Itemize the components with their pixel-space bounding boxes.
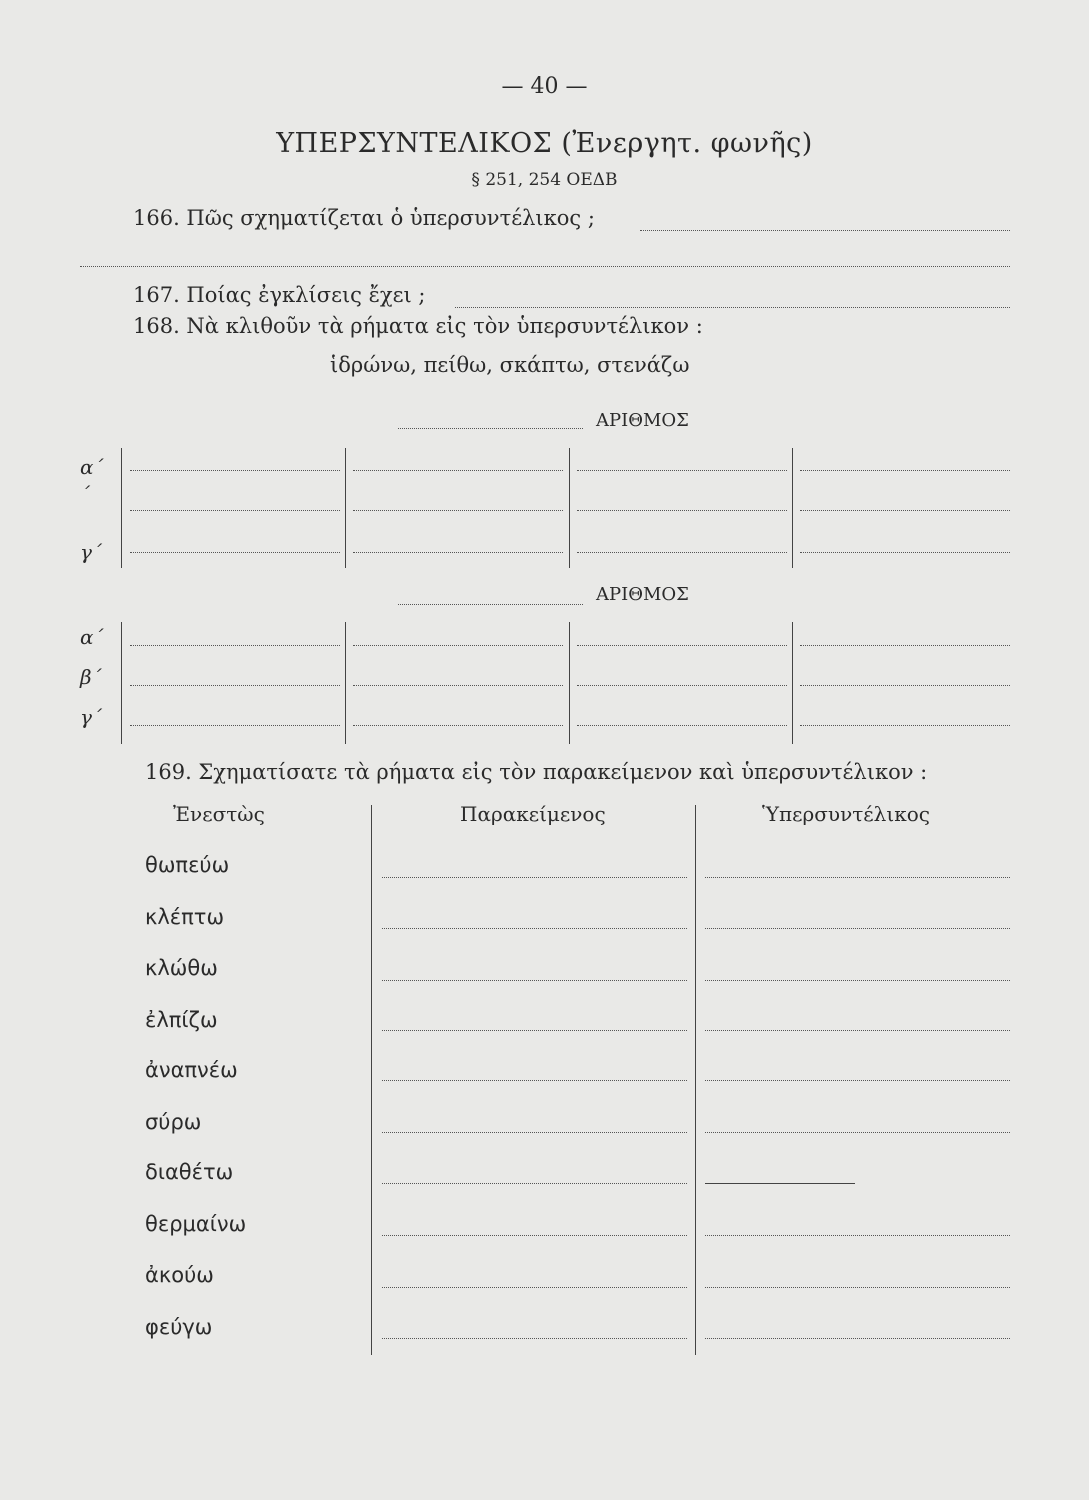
question-169: 169. Σχηματίσατε τὰ ρήματα εἰς τὸν παρακείμενον καὶ ὑπερσυντέλικον : xyxy=(145,760,928,784)
answer-line-166a[interactable] xyxy=(640,230,1010,231)
grid2-heading: ΑΡΙΘΜΟΣ xyxy=(596,584,689,605)
pluperfect-answer-line[interactable] xyxy=(705,1235,1010,1236)
grid1-cell[interactable] xyxy=(800,470,1010,471)
question-166: 166. Πῶς σχηματίζεται ὁ ὑπερσυντέλικος ; xyxy=(133,206,595,230)
column-header-perfect: Παρακείμενος xyxy=(460,802,606,826)
page-number: — 40 — xyxy=(501,74,588,99)
grid2-divider xyxy=(792,622,793,744)
grid1-number-blank[interactable] xyxy=(398,428,583,429)
pluperfect-answer-line[interactable] xyxy=(705,1287,1010,1288)
perfect-answer-line[interactable] xyxy=(382,1030,687,1031)
grid2-cell[interactable] xyxy=(353,725,563,726)
perfect-answer-line[interactable] xyxy=(382,877,687,878)
grid1-row-label: α΄ xyxy=(80,455,104,479)
grid2-cell[interactable] xyxy=(130,685,340,686)
verb-list-168: ἱδρώνω, πείθω, σκάπτω, στενάζω xyxy=(330,353,690,377)
grid2-cell[interactable] xyxy=(353,645,563,646)
verb-present: σύρω xyxy=(145,1110,202,1134)
grid2-cell[interactable] xyxy=(800,725,1010,726)
perfect-answer-line[interactable] xyxy=(382,1338,687,1339)
grid1-cell[interactable] xyxy=(577,552,787,553)
grid1-cell[interactable] xyxy=(800,552,1010,553)
grid2-row-label: γ΄ xyxy=(80,705,102,729)
grid1-divider xyxy=(569,448,570,568)
pluperfect-answer-line[interactable] xyxy=(705,1030,1010,1031)
table169-divider xyxy=(371,805,372,1355)
perfect-answer-line[interactable] xyxy=(382,1132,687,1133)
grid2-cell[interactable] xyxy=(577,685,787,686)
grid2-cell[interactable] xyxy=(577,725,787,726)
grid2-cell[interactable] xyxy=(800,685,1010,686)
verb-present: θωπεύω xyxy=(145,853,230,877)
grid1-row-label: γ΄ xyxy=(80,540,102,564)
verb-present: κλώθω xyxy=(145,956,218,980)
pluperfect-answer-line[interactable] xyxy=(705,877,1010,878)
grid1-cell[interactable] xyxy=(130,552,340,553)
verb-present: θερμαίνω xyxy=(145,1212,247,1236)
grid1-row-label: ΄ xyxy=(80,482,90,506)
grid2-cell[interactable] xyxy=(353,685,563,686)
perfect-answer-line[interactable] xyxy=(382,1183,687,1184)
perfect-answer-line[interactable] xyxy=(382,1080,687,1081)
pluperfect-answer-line[interactable] xyxy=(705,1132,1010,1133)
grid2-divider xyxy=(345,622,346,744)
grid1-cell[interactable] xyxy=(353,510,563,511)
pluperfect-answer-line[interactable] xyxy=(705,1183,855,1184)
grid1-cell[interactable] xyxy=(130,470,340,471)
grid2-cell[interactable] xyxy=(800,645,1010,646)
verb-present: φεύγω xyxy=(145,1315,213,1339)
pluperfect-answer-line[interactable] xyxy=(705,1080,1010,1081)
grid1-cell[interactable] xyxy=(577,510,787,511)
grid2-cell[interactable] xyxy=(130,725,340,726)
grid1-cell[interactable] xyxy=(800,510,1010,511)
section-reference: § 251, 254 ΟΕΔΒ xyxy=(471,170,618,190)
perfect-answer-line[interactable] xyxy=(382,928,687,929)
verb-present: ἐλπίζω xyxy=(145,1008,218,1032)
grid2-divider xyxy=(121,622,122,744)
column-header-pluperfect: Ὑπερσυντέλικος xyxy=(762,802,930,826)
grid1-divider xyxy=(121,448,122,568)
verb-present: ἀκούω xyxy=(145,1263,214,1287)
verb-present: ἀναπνέω xyxy=(145,1058,238,1082)
grid2-cell[interactable] xyxy=(577,645,787,646)
verb-present: διαθέτω xyxy=(145,1160,234,1184)
pluperfect-answer-line[interactable] xyxy=(705,980,1010,981)
grid2-row-label: α΄ xyxy=(80,625,104,649)
answer-line-166b[interactable] xyxy=(80,266,1010,267)
page-title: ΥΠΕΡΣΥΝΤΕΛΙΚΟΣ (Ἐνεργητ. φωνῆς) xyxy=(276,128,813,159)
grid1-heading: ΑΡΙΘΜΟΣ xyxy=(596,410,689,431)
question-168: 168. Νὰ κλιθοῦν τὰ ρήματα εἰς τὸν ὑπερσυντέλικον : xyxy=(133,314,703,338)
grid1-cell[interactable] xyxy=(353,470,563,471)
pluperfect-answer-line[interactable] xyxy=(705,928,1010,929)
column-header-present: Ἐνεστὼς xyxy=(173,802,265,826)
grid1-cell[interactable] xyxy=(577,470,787,471)
grid2-number-blank[interactable] xyxy=(398,604,583,605)
perfect-answer-line[interactable] xyxy=(382,980,687,981)
question-167: 167. Ποίας ἐγκλίσεις ἔχει ; xyxy=(133,283,426,307)
table169-divider xyxy=(695,805,696,1355)
grid1-divider xyxy=(345,448,346,568)
pluperfect-answer-line[interactable] xyxy=(705,1338,1010,1339)
grid1-cell[interactable] xyxy=(130,510,340,511)
grid1-cell[interactable] xyxy=(353,552,563,553)
answer-line-167[interactable] xyxy=(455,307,1010,308)
perfect-answer-line[interactable] xyxy=(382,1287,687,1288)
grid2-divider xyxy=(569,622,570,744)
grid2-row-label: β΄ xyxy=(80,665,102,689)
perfect-answer-line[interactable] xyxy=(382,1235,687,1236)
verb-present: κλέπτω xyxy=(145,905,225,929)
grid1-divider xyxy=(792,448,793,568)
grid2-cell[interactable] xyxy=(130,645,340,646)
